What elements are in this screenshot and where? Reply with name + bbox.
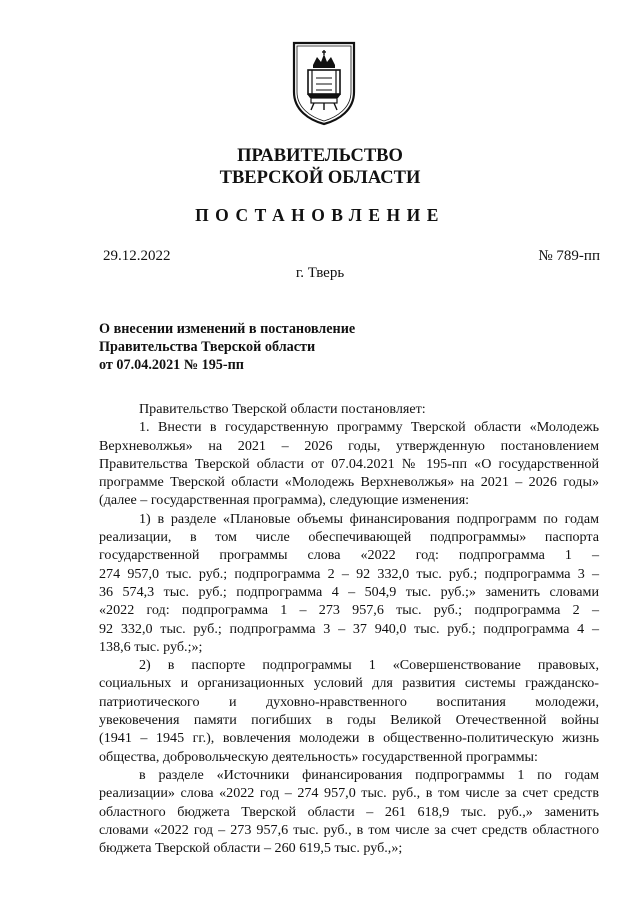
body-line: государственной программы слова «2022 год: подпрограмма 1 –	[99, 547, 599, 564]
body-line: 1. Внести в государственную программу Тверской области «Молодежь	[139, 419, 599, 436]
body-line: Правительства Тверской области от 07.04.2021 № 195-пп «О государственной	[99, 455, 599, 472]
document-subject	[99, 320, 355, 374]
body-line: 92 332,0 тыс. руб.; подпрограмма 3 – 37 940,0 тыс. руб.; подпрограмма 4 –	[99, 620, 599, 637]
subject-line: от 07.04.2021 № 195-пп	[99, 357, 244, 373]
document-body	[99, 400, 599, 857]
body-line: 138,6 тыс. руб.;»;	[99, 638, 203, 655]
body-line: в разделе «Источники финансирования подпрограммы 1 по годам	[139, 766, 599, 783]
body-line: 2) в паспорте подпрограммы 1 «Совершенствование правовых,	[139, 657, 599, 674]
body-line: областного бюджета Тверской области – 261 618,9 тыс. руб.,» заменить	[99, 803, 599, 820]
body-line: (далее – государственная программа), следующие изменения:	[99, 492, 470, 509]
org-line-1: ПРАВИТЕЛЬСТВО	[237, 146, 403, 166]
body-line: увековечения памяти погибших в годы Великой Отечественной войны	[99, 712, 599, 729]
organization-name	[0, 145, 640, 189]
body-line: 274 957,0 тыс. руб.; подпрограмма 2 – 92 332,0 тыс. руб.; подпрограмма 3 –	[99, 565, 599, 582]
body-line: реализации» слова «2022 год – 274 957,0 тыс. руб., в том числе за счет средств	[99, 785, 599, 802]
body-line: социальных и организационных условий для развития системы гражданско-	[99, 675, 599, 692]
body-line: Правительство Тверской области постановляет:	[139, 401, 426, 417]
body-line: бюджета Тверской области – 260 619,5 тыс. руб.,»;	[99, 840, 403, 857]
document-type-title: ПОСТАНОВЛЕНИЕ	[195, 205, 445, 225]
body-line: «2022 год: подпрограмма 1 – 273 957,6 тыс. руб.; подпрограмма 2 –	[99, 602, 599, 619]
document-number: № 789-пп	[538, 248, 600, 264]
document-city: г. Тверь	[295, 265, 345, 281]
subject-line: Правительства Тверской области	[99, 339, 316, 355]
org-line-2: ТВЕРСКОЙ ОБЛАСТИ	[219, 168, 421, 188]
body-line: программе Тверской области «Молодежь Верхневолжья» на 2021 – 2026 годы»	[99, 474, 599, 491]
document-date: 29.12.2022	[103, 248, 171, 264]
coat-of-arms-emblem	[291, 40, 357, 126]
body-line: реализации, в том числе обеспечивающей подпрограммы» паспорта	[99, 529, 599, 546]
body-line: Верхневолжья» на 2021 – 2026 годы, утвержденную постановлением	[99, 437, 599, 454]
body-line: 36 574,3 тыс. руб.; подпрограмма 4 – 504,9 тыс. руб.;» заменить словами	[99, 583, 599, 600]
body-line: (1941 – 1945 гг.), вовлечения молодежи в общественно-политическую жизнь	[99, 730, 599, 747]
subject-line: О внесении изменений в постановление	[99, 321, 356, 337]
body-line: общества, добровольческую деятельность» государственной программы:	[99, 748, 538, 765]
body-line: словами «2022 год – 273 957,6 тыс. руб., в том числе за счет средств областного	[99, 821, 599, 838]
body-line: патриотического и духовно-нравственного воспитания молодежи,	[99, 693, 599, 710]
body-line: 1) в разделе «Плановые объемы финансирования подпрограмм по годам	[139, 510, 599, 527]
